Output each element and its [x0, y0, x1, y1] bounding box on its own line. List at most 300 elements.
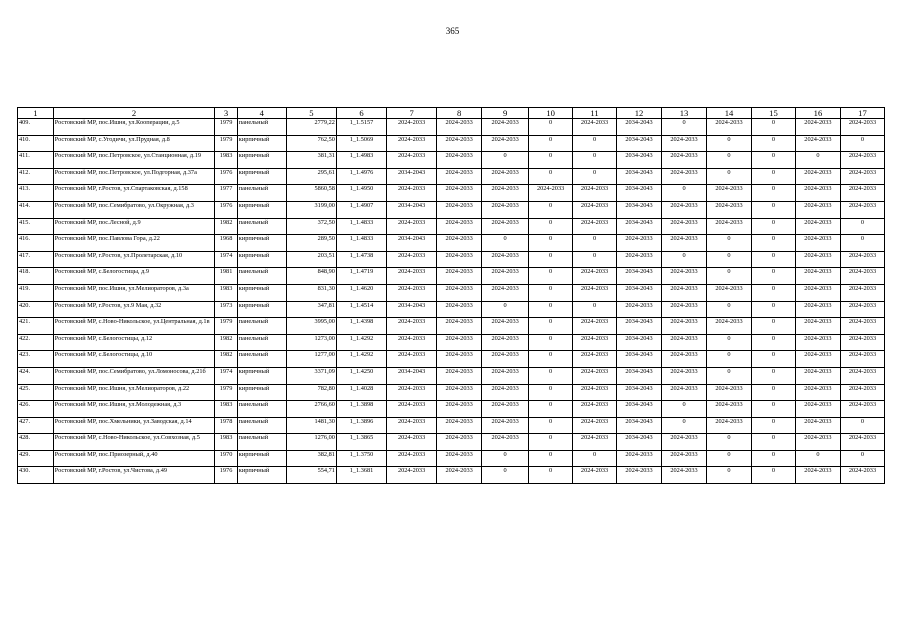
column-number-cell: 1	[18, 108, 54, 119]
table-cell: 2024-2033	[707, 417, 752, 434]
table-cell: 2024-2033	[387, 401, 437, 418]
table-cell: 831,30	[286, 284, 336, 301]
column-number-cell: 3	[215, 108, 237, 119]
table-cell: 2034-2043	[617, 168, 662, 185]
table-cell: 2024-2033	[662, 135, 707, 152]
table-cell: панельный	[237, 351, 286, 368]
table-cell: 372,50	[286, 218, 336, 235]
table-cell: 2024-2033	[573, 334, 617, 351]
table-cell: 2024-2033	[482, 119, 529, 136]
column-number-cell: 4	[237, 108, 286, 119]
table-cell: 423.	[18, 351, 54, 368]
table-cell: 1276,00	[286, 434, 336, 451]
table-cell: 2024-2033	[707, 384, 752, 401]
table-cell: 2024-2033	[795, 284, 840, 301]
table-cell: 2024-2033	[573, 384, 617, 401]
table-cell: 2024-2033	[437, 351, 482, 368]
address-cell: Ростовский МР, пос.Семибратово, ул.Окружная, д.3	[53, 201, 215, 218]
table-cell: 2034-2043	[387, 235, 437, 252]
table-cell: 2024-2033	[840, 351, 884, 368]
table-cell: 2024-2033	[662, 434, 707, 451]
table-cell: 2024-2033	[387, 450, 437, 467]
column-number-header	[18, 108, 885, 119]
table-cell: 1_1.4983	[336, 152, 386, 169]
table-cell: 2024-2033	[482, 367, 529, 384]
table-cell: 1_1.5157	[336, 119, 386, 136]
address-cell: Ростовский МР, с.Ново-Никольское, ул.Центральная, д.1в	[53, 318, 215, 335]
table-cell: 2024-2033	[437, 450, 482, 467]
table-cell: 2024-2033	[573, 318, 617, 335]
table-cell: 0	[573, 301, 617, 318]
table-cell: 1976	[215, 201, 237, 218]
table-cell: 1_1.4719	[336, 268, 386, 285]
table-cell: 0	[573, 450, 617, 467]
table-cell: 2024-2033	[617, 235, 662, 252]
table-cell: 2024-2033	[840, 384, 884, 401]
table-row	[18, 434, 885, 451]
column-number-cell: 5	[286, 108, 336, 119]
table-cell: 2024-2033	[840, 119, 884, 136]
address-cell: Ростовский МР, пос.Ишня, ул.Кооперации, д.5	[53, 119, 215, 136]
table-cell: 1_1.3681	[336, 467, 386, 484]
table-cell: 2024-2033	[617, 251, 662, 268]
table-cell: 2024-2033	[482, 218, 529, 235]
table-cell: 2024-2033	[529, 185, 573, 202]
table-cell: 2024-2033	[840, 284, 884, 301]
table-cell: 1983	[215, 401, 237, 418]
table-cell: 2034-2043	[617, 268, 662, 285]
address-cell: Ростовский МР, пос.Ишня, ул.Мелиораторов, д.3а	[53, 284, 215, 301]
table-cell: 2024-2033	[573, 467, 617, 484]
table-cell: 1_1.4976	[336, 168, 386, 185]
table-cell: 2024-2033	[387, 218, 437, 235]
table-cell: кирпичный	[237, 251, 286, 268]
table-cell: 0	[529, 401, 573, 418]
table-cell: 347,81	[286, 301, 336, 318]
table-cell: 0	[529, 417, 573, 434]
table-cell: 2024-2033	[573, 434, 617, 451]
table-cell: 420.	[18, 301, 54, 318]
table-cell: 2024-2033	[795, 218, 840, 235]
table-cell: 0	[707, 135, 752, 152]
table-cell: 2024-2033	[840, 367, 884, 384]
table-cell: 409.	[18, 119, 54, 136]
table-cell: 2024-2033	[437, 467, 482, 484]
table-cell: 2024-2033	[387, 152, 437, 169]
table-cell: 2024-2033	[437, 235, 482, 252]
table-cell: 2024-2033	[437, 168, 482, 185]
table-cell: 2024-2033	[437, 218, 482, 235]
table-cell: 2024-2033	[662, 384, 707, 401]
table-cell: 2024-2033	[573, 367, 617, 384]
table-cell: 2034-2043	[617, 135, 662, 152]
table-cell: 2024-2033	[387, 467, 437, 484]
table-cell: 0	[752, 168, 796, 185]
table-cell: кирпичный	[237, 284, 286, 301]
table-cell: 2024-2033	[840, 268, 884, 285]
table-cell: 1979	[215, 135, 237, 152]
table-cell: 2024-2033	[795, 351, 840, 368]
table-cell: 0	[573, 135, 617, 152]
table-cell: 0	[795, 152, 840, 169]
column-number-cell: 6	[336, 108, 386, 119]
table-cell: 0	[529, 119, 573, 136]
column-number-cell: 2	[53, 108, 215, 119]
column-number-cell: 15	[752, 108, 796, 119]
table-cell: 0	[707, 152, 752, 169]
table-cell: 2024-2033	[387, 135, 437, 152]
table-cell: 0	[482, 235, 529, 252]
table-cell: 2024-2033	[795, 185, 840, 202]
table-cell: 0	[752, 401, 796, 418]
table-row	[18, 284, 885, 301]
table-cell: 2024-2033	[795, 301, 840, 318]
table-cell: 411.	[18, 152, 54, 169]
address-cell: Ростовский МР, с.Белогостицы, д.12	[53, 334, 215, 351]
table-cell: 2024-2033	[662, 218, 707, 235]
table-cell: 2024-2033	[437, 384, 482, 401]
table-row	[18, 334, 885, 351]
table-cell: 2034-2043	[617, 152, 662, 169]
table-cell: 0	[795, 450, 840, 467]
table-cell: 2024-2033	[840, 152, 884, 169]
table-cell: 2024-2033	[573, 351, 617, 368]
table-cell: 1979	[215, 119, 237, 136]
table-cell: 0	[529, 135, 573, 152]
table-cell: 0	[752, 119, 796, 136]
address-cell: Ростовский МР, с.Угодичи, ул.Прудная, д.8	[53, 135, 215, 152]
table-cell: 0	[707, 251, 752, 268]
table-cell: 0	[529, 434, 573, 451]
table-row	[18, 417, 885, 434]
table-cell: 381,31	[286, 152, 336, 169]
table-cell: 2024-2033	[573, 119, 617, 136]
table-cell: 415.	[18, 218, 54, 235]
table-cell: 1978	[215, 417, 237, 434]
table-cell: 2024-2033	[662, 284, 707, 301]
table-cell: 0	[529, 450, 573, 467]
table-cell: 2034-2043	[617, 351, 662, 368]
table-cell: 0	[752, 135, 796, 152]
table-cell: 2024-2033	[482, 135, 529, 152]
table-cell: 0	[752, 235, 796, 252]
table-cell: 425.	[18, 384, 54, 401]
table-cell: 0	[752, 450, 796, 467]
table-cell: 1_1.4950	[336, 185, 386, 202]
table-cell: 2024-2033	[795, 384, 840, 401]
table-cell: 0	[840, 235, 884, 252]
table-cell: 2024-2033	[482, 351, 529, 368]
address-cell: Ростовский МР, с.Белогостицы, д.10	[53, 351, 215, 368]
table-row	[18, 301, 885, 318]
table-cell: 410.	[18, 135, 54, 152]
table-cell: 1983	[215, 152, 237, 169]
table-cell: 2024-2033	[573, 268, 617, 285]
table-cell: 428.	[18, 434, 54, 451]
table-cell: 0	[529, 351, 573, 368]
table-cell: 0	[752, 185, 796, 202]
table-cell: 2024-2033	[795, 135, 840, 152]
table-cell: 2024-2033	[795, 417, 840, 434]
table-cell: панельный	[237, 318, 286, 335]
table-cell: 0	[752, 351, 796, 368]
table-cell: 2024-2033	[482, 201, 529, 218]
table-cell: 0	[529, 152, 573, 169]
table-cell: 1481,30	[286, 417, 336, 434]
table-cell: 2024-2033	[662, 450, 707, 467]
table-cell: 2024-2033	[387, 334, 437, 351]
table-cell: 203,51	[286, 251, 336, 268]
table-cell: 1977	[215, 185, 237, 202]
table-row	[18, 201, 885, 218]
table-cell: 2034-2043	[387, 367, 437, 384]
table-cell: 1277,00	[286, 351, 336, 368]
table-cell: 1982	[215, 351, 237, 368]
table-cell: 2024-2033	[707, 218, 752, 235]
table-cell: 2024-2033	[437, 334, 482, 351]
table-cell: 2024-2033	[387, 185, 437, 202]
table-cell: 2024-2033	[795, 318, 840, 335]
address-cell: Ростовский МР, пос.Семибратово, ул.Ломоносова, д.21б	[53, 367, 215, 384]
table-row	[18, 351, 885, 368]
table-cell: 421.	[18, 318, 54, 335]
table-cell: 2024-2033	[840, 467, 884, 484]
table-cell: 418.	[18, 268, 54, 285]
table-cell: 0	[752, 334, 796, 351]
table-row	[18, 251, 885, 268]
table-cell: панельный	[237, 185, 286, 202]
table-cell: 0	[529, 218, 573, 235]
address-cell: Ростовский МР, пос.Приозерный, д.40	[53, 450, 215, 467]
table-cell: 0	[482, 152, 529, 169]
table-cell: 2024-2033	[573, 185, 617, 202]
table-cell: кирпичный	[237, 152, 286, 169]
table-cell: кирпичный	[237, 367, 286, 384]
table-cell: 2024-2033	[707, 318, 752, 335]
table-row	[18, 135, 885, 152]
table-cell: 2024-2033	[437, 301, 482, 318]
table-cell: 1_1.4292	[336, 334, 386, 351]
address-cell: Ростовский МР, г.Ростов, ул.Пролетарская, д.10	[53, 251, 215, 268]
table-cell: 2024-2033	[437, 284, 482, 301]
table-cell: 1979	[215, 318, 237, 335]
table-cell: 2034-2043	[617, 434, 662, 451]
table-cell: 2024-2033	[437, 268, 482, 285]
table-cell: 2034-2043	[387, 168, 437, 185]
table-cell: 2024-2033	[795, 401, 840, 418]
table-cell: 1970	[215, 450, 237, 467]
table-cell: 0	[529, 367, 573, 384]
table-cell: кирпичный	[237, 201, 286, 218]
table-cell: кирпичный	[237, 467, 286, 484]
table-row	[18, 467, 885, 484]
table-cell: 2024-2033	[662, 367, 707, 384]
table-cell: 0	[752, 318, 796, 335]
table-cell: 2034-2043	[617, 367, 662, 384]
table-cell: 2024-2033	[840, 168, 884, 185]
table-cell: 0	[707, 467, 752, 484]
table-cell: 2024-2033	[387, 384, 437, 401]
table-cell: 2024-2033	[662, 334, 707, 351]
table-cell: 0	[529, 268, 573, 285]
table-cell: 2034-2043	[617, 201, 662, 218]
table-cell: 2024-2033	[662, 168, 707, 185]
table-cell: 0	[529, 334, 573, 351]
table-cell: 3995,00	[286, 318, 336, 335]
table-cell: 2024-2033	[482, 318, 529, 335]
table-cell: 427.	[18, 417, 54, 434]
table-cell: 1_1.4907	[336, 201, 386, 218]
address-cell: Ростовский МР, пос.Хмельники, ул.Заводская, д.14	[53, 417, 215, 434]
table-cell: 2024-2033	[482, 384, 529, 401]
table-row	[18, 185, 885, 202]
table-cell: 2034-2043	[617, 284, 662, 301]
table-cell: 1982	[215, 334, 237, 351]
table-cell: 1983	[215, 434, 237, 451]
column-number-cell: 7	[387, 108, 437, 119]
table-cell: 1_1.4833	[336, 235, 386, 252]
table-cell: 2024-2033	[573, 401, 617, 418]
address-cell: Ростовский МР, г.Ростов, ул.9 Мая, д.32	[53, 301, 215, 318]
table-cell: 0	[573, 251, 617, 268]
table-cell: 2024-2033	[840, 301, 884, 318]
table-cell: 430.	[18, 467, 54, 484]
table-cell: 0	[840, 417, 884, 434]
table-cell: 422.	[18, 334, 54, 351]
table-cell: 1_1.5069	[336, 135, 386, 152]
table-cell: 2024-2033	[662, 318, 707, 335]
table-cell: 0	[840, 135, 884, 152]
table-cell: 2024-2033	[795, 467, 840, 484]
table-cell: 0	[707, 268, 752, 285]
table-cell: 1_1.4738	[336, 251, 386, 268]
table-row	[18, 119, 885, 136]
table-cell: 1_1.4398	[336, 318, 386, 335]
table-cell: 2034-2043	[617, 334, 662, 351]
table-cell: 2024-2033	[662, 152, 707, 169]
table-cell: 0	[752, 417, 796, 434]
table-cell: 2024-2033	[482, 434, 529, 451]
table-cell: 2024-2033	[482, 185, 529, 202]
table-cell: 2024-2033	[707, 119, 752, 136]
table-cell: кирпичный	[237, 450, 286, 467]
table-cell: 0	[840, 450, 884, 467]
table-cell: 0	[662, 185, 707, 202]
table-cell: 2024-2033	[795, 251, 840, 268]
table-cell: 0	[662, 401, 707, 418]
table-cell: 0	[752, 218, 796, 235]
column-number-cell: 11	[573, 108, 617, 119]
table-cell: 0	[573, 235, 617, 252]
table-cell: 782,80	[286, 384, 336, 401]
table-cell: панельный	[237, 334, 286, 351]
table-cell: 3371,09	[286, 367, 336, 384]
table-cell: 0	[573, 168, 617, 185]
column-number-cell: 13	[662, 108, 707, 119]
table-cell: 2024-2033	[707, 284, 752, 301]
table-cell: 2024-2033	[795, 119, 840, 136]
table-cell: 1968	[215, 235, 237, 252]
table-cell: 2024-2033	[387, 119, 437, 136]
table-cell: 0	[482, 467, 529, 484]
table-cell: 2024-2033	[482, 251, 529, 268]
table-cell: 2779,22	[286, 119, 336, 136]
table-cell: 419.	[18, 284, 54, 301]
table-cell: 2034-2043	[617, 384, 662, 401]
table-cell: 2024-2033	[437, 401, 482, 418]
table-cell: 2024-2033	[662, 235, 707, 252]
table-cell: 2024-2033	[795, 235, 840, 252]
table-cell: 1_1.3750	[336, 450, 386, 467]
table-cell: 1_1.3865	[336, 434, 386, 451]
table-cell: 1_1.4028	[336, 384, 386, 401]
table-cell: 2024-2033	[795, 168, 840, 185]
table-cell: 295,61	[286, 168, 336, 185]
table-cell: 2024-2033	[437, 417, 482, 434]
table-cell: 2024-2033	[840, 251, 884, 268]
table-cell: 2024-2033	[482, 284, 529, 301]
column-number-cell: 16	[795, 108, 840, 119]
table-cell: 1974	[215, 251, 237, 268]
table-cell: 848,90	[286, 268, 336, 285]
table-cell: 2024-2033	[482, 401, 529, 418]
table-cell: 1_1.4292	[336, 351, 386, 368]
table-cell: 0	[529, 251, 573, 268]
table-cell: 2024-2033	[573, 201, 617, 218]
column-number-cell: 14	[707, 108, 752, 119]
table-cell: 0	[529, 301, 573, 318]
table-cell: 0	[752, 201, 796, 218]
table-cell: 2024-2033	[617, 301, 662, 318]
table-cell: 0	[752, 268, 796, 285]
table-cell: панельный	[237, 417, 286, 434]
table-cell: 0	[707, 351, 752, 368]
address-cell: Ростовский МР, пос.Ишня, ул.Мелиораторов, д.22	[53, 384, 215, 401]
table-cell: 0	[752, 251, 796, 268]
table-cell: 1_1.3898	[336, 401, 386, 418]
table-cell: 1_1.4833	[336, 218, 386, 235]
table-cell: 1983	[215, 284, 237, 301]
table-cell: 417.	[18, 251, 54, 268]
table-cell: панельный	[237, 401, 286, 418]
table-cell: 2024-2033	[482, 268, 529, 285]
table-cell: 0	[707, 367, 752, 384]
table-cell: 0	[707, 334, 752, 351]
table-cell: 413.	[18, 185, 54, 202]
table-cell: 2024-2033	[840, 401, 884, 418]
table-cell: 412.	[18, 168, 54, 185]
table-cell: 424.	[18, 367, 54, 384]
table-cell: 2024-2033	[662, 201, 707, 218]
table-cell: 2024-2033	[795, 268, 840, 285]
table-cell: кирпичный	[237, 235, 286, 252]
table-cell: 0	[840, 218, 884, 235]
table-cell: 2024-2033	[437, 185, 482, 202]
table-cell: 0	[482, 301, 529, 318]
table-cell: 2024-2033	[840, 185, 884, 202]
table-cell: 2024-2033	[437, 251, 482, 268]
table-cell: 2034-2043	[387, 301, 437, 318]
table-cell: 2024-2033	[795, 334, 840, 351]
table-cell: 2024-2033	[437, 318, 482, 335]
table-cell: 2024-2033	[482, 334, 529, 351]
table-cell: 416.	[18, 235, 54, 252]
table-cell: 1273,00	[286, 334, 336, 351]
table-cell: 0	[529, 467, 573, 484]
table-cell: 0	[752, 384, 796, 401]
table-cell: 5860,58	[286, 185, 336, 202]
address-cell: Ростовский МР, г.Ростов, ул.Чистова, д.49	[53, 467, 215, 484]
